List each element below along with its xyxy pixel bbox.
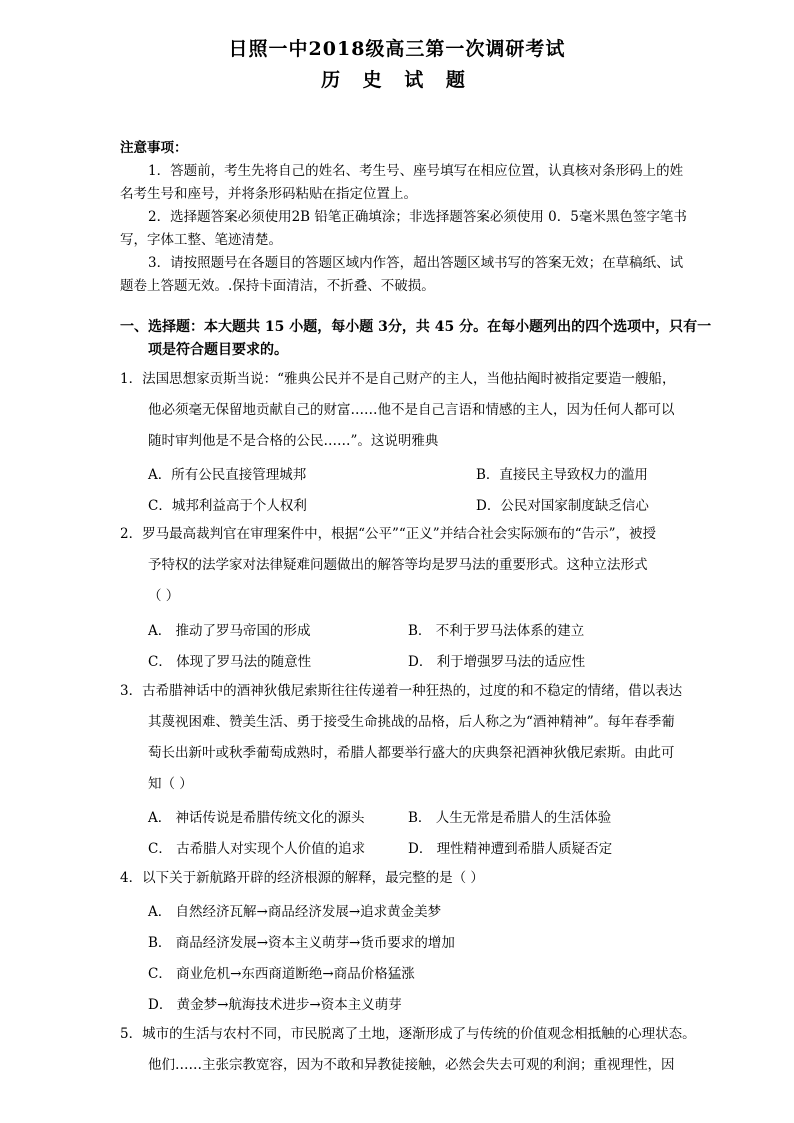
notice-line: 1．答题前，考生先将自己的姓名、考生号、座号填写在相应位置，认真核对条形码上的姓 <box>148 163 684 179</box>
section-heading: 一、选择题：本大题共 15 小题，每小题 3分，共 45 分。在每小题列出的四个选项中，只有一 <box>120 319 712 335</box>
question-3-option-a: A． 神话传说是希腊传统文化的源头 <box>148 810 365 826</box>
notice-line: 题卷上答题无效。.保持卡面清洁，不折叠、不破损。 <box>120 278 435 294</box>
exam-subtitle: 历 史 试 题 <box>321 69 473 91</box>
question-2-text: （ ） <box>148 588 180 604</box>
question-3-option-d: D． 理性精神遭到希腊人质疑否定 <box>408 841 613 857</box>
question-2-option-d: D． 利于增强罗马法的适应性 <box>408 654 586 670</box>
question-1-option-d: D．公民对国家制度缺乏信心 <box>476 498 649 514</box>
exam-title: 日照一中2018级高三第一次调研考试 <box>228 38 566 60</box>
question-1-text: 他必须毫无保留地贡献自己的财富……他不是自己言语和情感的主人，因为任何人都可以 <box>148 402 675 418</box>
question-3-text: 3．古希腊神话中的酒神狄俄尼索斯往往传递着一种狂热的，过度的和不稳定的情绪，借以表达 <box>120 683 683 699</box>
question-1-option-c: C．城邦利益高于个人权利 <box>148 498 307 514</box>
question-4-text: 4．以下关于新航路开辟的经济根源的解释，最完整的是（ ） <box>120 870 484 886</box>
question-5-text: 他们……主张宗教宽容，因为不敢和异教徒接触，必然会失去可观的利润；重视理性，因 <box>148 1057 675 1073</box>
question-1-option-b: B．直接民主导致权力的滥用 <box>476 467 648 483</box>
section-heading-cont: 项是符合题目要求的。 <box>148 342 288 358</box>
notice-line: 2．选择题答案必须使用2B 铅笔正确填涂；非选择题答案必须使用 0．5毫米黑色签字笔书 <box>148 209 687 225</box>
question-1-option-a: A．所有公民直接管理城邦 <box>148 467 307 483</box>
notice-line: 名考生号和座号，并将条形码粘贴在指定位置上。 <box>120 186 417 202</box>
question-1-text: 1．法国思想家贡斯当说：“雅典公民并不是自己财产的主人，当他拈阄时被指定要造一艘船， <box>120 371 676 387</box>
question-4-option-b: B． 商品经济发展→资本主义萌芽→货币要求的增加 <box>148 935 455 951</box>
question-3-text: 其蔑视困难、赞美生活、勇于接受生命挑战的品格，后人称之为“酒神精神”。每年春季葡 <box>148 714 675 730</box>
question-3-text: 知（ ） <box>148 776 193 792</box>
question-3-option-c: C． 古希腊人对实现个人价值的追求 <box>148 841 366 857</box>
question-1-text: 随时审判他是不是合格的公民……”。这说明雅典 <box>148 433 439 449</box>
question-4-option-a: A． 自然经济瓦解→商品经济发展→追求黄金美梦 <box>148 904 442 920</box>
notice-line: 3．请按照题号在各题目的答题区域内作答，超出答题区域书写的答案无效；在草稿纸、试 <box>148 255 684 271</box>
question-2-option-c: C． 体现了罗马法的随意性 <box>148 654 312 670</box>
question-2-text: 2．罗马最高裁判官在审理案件中，根据“公平”“正义”并结合社会实际颁布的“告示”，被授 <box>120 526 656 542</box>
question-3-text: 萄长出新叶或秋季葡萄成熟时，希腊人都要举行盛大的庆典祭祀酒神狄俄尼索斯。由此可 <box>148 745 675 761</box>
question-2-text: 予特权的法学家对法律疑难问题做出的解答等均是罗马法的重要形式。这种立法形式 <box>148 557 648 573</box>
question-4-option-c: C． 商业危机→东西商道断绝→商品价格猛涨 <box>148 966 415 982</box>
question-2-option-a: A． 推动了罗马帝国的形成 <box>148 623 311 639</box>
question-4-option-d: D． 黄金梦→航海技术进步→资本主义萌芽 <box>148 997 402 1013</box>
question-2-option-b: B． 不利于罗马法体系的建立 <box>408 623 585 639</box>
notice-line: 写，字体工整、笔迹清楚。 <box>120 232 282 248</box>
notice-heading: 注意事项： <box>120 140 188 156</box>
question-3-option-b: B． 人生无常是希腊人的生活体验 <box>408 810 612 826</box>
question-5-text: 5．城市的生活与农村不同，市民脱离了土地，逐渐形成了与传统的价值观念相抵触的心理状态。 <box>120 1026 696 1042</box>
